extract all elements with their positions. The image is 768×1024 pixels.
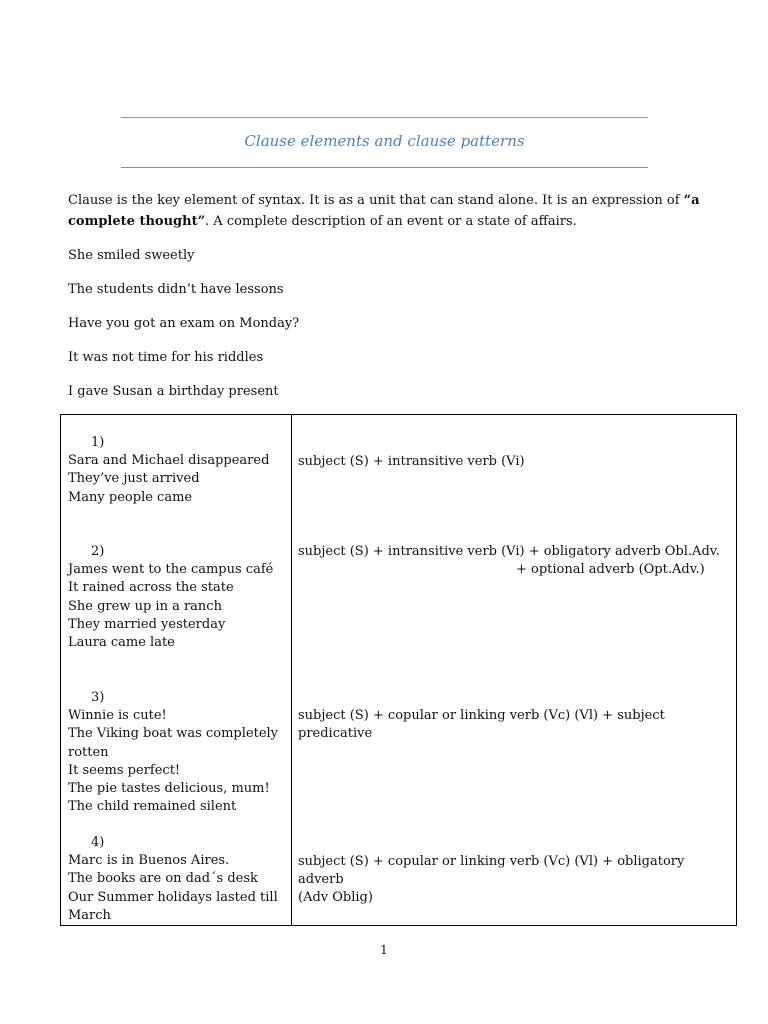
intro-paragraph bbox=[68, 190, 708, 232]
list-item: It rained across the state bbox=[68, 580, 234, 596]
page-number: 1 bbox=[380, 943, 388, 957]
intro-text-start: Clause is the key element of syntax. It is as a unit that can stand alone. It is an expression of bbox=[68, 193, 684, 208]
pattern-line: (Adv Oblig) bbox=[298, 890, 373, 906]
intro-text-end: . A complete description of an event or a state of affairs. bbox=[205, 214, 577, 229]
pattern-line: + optional adverb (Opt.Adv.) bbox=[516, 562, 705, 578]
list-item: The books are on dad´s desk bbox=[68, 871, 258, 887]
intro-emphasis: “a complete thought” bbox=[68, 193, 700, 229]
pattern-group-2-formula bbox=[298, 543, 734, 579]
example-sentence-5: I gave Susan a birthday present bbox=[68, 384, 279, 399]
pattern-group-4-formula bbox=[298, 853, 734, 908]
examples-cell bbox=[61, 415, 292, 926]
example-sentence-1: She smiled sweetly bbox=[68, 248, 195, 263]
list-item: They married yesterday bbox=[68, 616, 226, 632]
pattern-group-4-examples bbox=[68, 834, 290, 925]
pattern-line: subject (S) + intransitive verb (Vi) + obligatory adverb Obl.Adv. bbox=[298, 544, 720, 559]
list-item: It seems perfect! bbox=[68, 762, 181, 778]
list-item: Winnie is cute! bbox=[68, 708, 167, 724]
list-item: Many people came bbox=[68, 489, 193, 505]
patterns-cell bbox=[292, 415, 737, 926]
pattern-group-1-formula bbox=[298, 453, 734, 471]
example-sentence-4: It was not time for his riddles bbox=[68, 350, 264, 365]
table-row bbox=[61, 415, 737, 926]
group-number: 3) bbox=[91, 690, 105, 705]
list-item: They’ve just arrived bbox=[68, 471, 200, 487]
clause-patterns-table bbox=[60, 414, 737, 926]
pattern-group-3-examples bbox=[68, 689, 290, 816]
group-number: 4) bbox=[91, 835, 105, 850]
list-item: Sara and Michael disappeared bbox=[68, 453, 270, 469]
list-item: The child remained silent bbox=[68, 799, 237, 815]
pattern-line: subject (S) + copular or linking verb (Vc) (Vl) + subject predicative bbox=[298, 708, 665, 742]
list-item: Our Summer holidays lasted till bbox=[68, 889, 278, 905]
list-item: She grew up in a ranch bbox=[68, 598, 222, 614]
pattern-group-1-examples bbox=[68, 434, 290, 507]
pattern-line: subject (S) + intransitive verb (Vi) bbox=[298, 454, 525, 469]
title-top-rule bbox=[121, 117, 648, 118]
title-bottom-rule bbox=[121, 167, 648, 168]
pattern-group-3-formula bbox=[298, 707, 734, 743]
group-number: 2) bbox=[91, 544, 105, 559]
document-title: Clause elements and clause patterns bbox=[244, 132, 525, 150]
list-item: March bbox=[68, 907, 111, 923]
list-item: The pie tastes delicious, mum! bbox=[68, 781, 270, 797]
list-item: The Viking boat was completely bbox=[68, 726, 279, 742]
list-item: Laura came late bbox=[68, 635, 175, 651]
example-sentence-2: The students didn’t have lessons bbox=[68, 282, 284, 297]
pattern-group-2-examples bbox=[68, 543, 290, 652]
list-item: James went to the campus café bbox=[68, 562, 274, 578]
list-item: Marc is in Buenos Aires. bbox=[68, 853, 230, 869]
pattern-line: subject (S) + copular or linking verb (Vc) (Vl) + obligatory adverb bbox=[298, 854, 685, 888]
list-item: rotten bbox=[68, 744, 109, 760]
example-sentence-3: Have you got an exam on Monday? bbox=[68, 316, 300, 331]
group-number: 1) bbox=[91, 435, 105, 450]
